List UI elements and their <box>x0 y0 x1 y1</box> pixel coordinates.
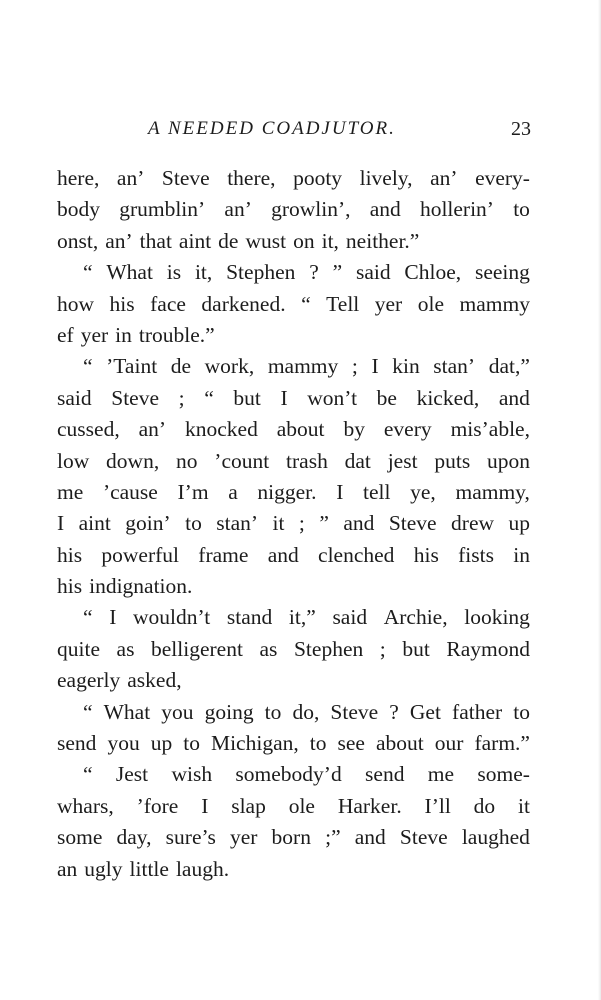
word: neither.” <box>345 228 420 253</box>
text-line <box>57 508 530 539</box>
word: is <box>166 260 182 285</box>
word: little <box>129 856 169 881</box>
text-line <box>57 289 530 320</box>
word: “ <box>83 605 93 630</box>
word: and <box>354 825 386 850</box>
word: do, <box>292 699 320 724</box>
word: Michigan, <box>210 731 299 756</box>
word: farm.” <box>474 731 530 756</box>
word: it <box>518 793 530 818</box>
text-line <box>57 697 530 728</box>
word: some <box>57 825 103 850</box>
word: ? <box>309 260 319 285</box>
word: drew <box>451 511 495 536</box>
word: said <box>332 605 368 630</box>
word: Stephen <box>226 260 296 285</box>
word: fists <box>458 542 494 567</box>
word: an’ <box>430 166 458 190</box>
word: lively, <box>359 166 413 190</box>
word: wish <box>171 762 213 787</box>
word: and <box>267 542 299 567</box>
word: to <box>513 699 530 724</box>
word: “ <box>83 260 93 285</box>
word: as <box>259 636 278 661</box>
word: a <box>228 479 238 504</box>
word: yer <box>374 291 403 316</box>
word: What <box>103 699 151 724</box>
word: by <box>343 417 365 442</box>
word: looking <box>464 605 530 630</box>
word: frame <box>198 542 249 567</box>
word: an’ <box>138 417 167 442</box>
word: Jest <box>115 762 149 787</box>
word: his <box>57 574 83 599</box>
word: ’count <box>214 448 270 473</box>
word: Harker. <box>337 793 402 818</box>
word: I <box>280 385 288 410</box>
word: said <box>355 260 391 285</box>
word: day, <box>116 825 152 850</box>
word: ye, <box>410 479 436 504</box>
word: to <box>309 731 327 756</box>
text-line <box>57 571 530 602</box>
word: “ <box>204 385 214 410</box>
word: work, <box>204 354 255 379</box>
word: won’t <box>307 385 358 410</box>
word: Steve <box>330 699 379 724</box>
word: up <box>508 511 530 536</box>
word: ;” <box>325 825 341 850</box>
text-line <box>57 791 530 822</box>
word: every <box>383 417 432 442</box>
word: seeing <box>474 260 530 285</box>
word: ugly <box>84 856 123 881</box>
word: Tell <box>326 291 360 316</box>
word: about <box>276 417 325 442</box>
chapter-title: A NEEDED COADJUTOR. <box>148 118 396 139</box>
word: onst, <box>57 228 99 253</box>
word: dat <box>344 448 371 473</box>
word: an’ <box>105 228 133 253</box>
word: mammy <box>267 354 339 379</box>
word: said <box>57 385 92 410</box>
word: to <box>264 699 282 724</box>
word: mis’able, <box>450 417 530 442</box>
word: it <box>272 511 285 536</box>
word: send <box>365 762 405 787</box>
text-line <box>57 383 530 414</box>
word: ole <box>288 793 315 818</box>
word: quite <box>57 636 100 661</box>
text-line <box>57 477 530 508</box>
word: do <box>473 793 496 818</box>
word: de <box>170 354 192 379</box>
word: Steve <box>399 825 448 850</box>
word: it, <box>194 260 213 285</box>
word: send <box>57 731 97 756</box>
word: “ <box>83 699 93 724</box>
word: it, <box>321 228 339 253</box>
word: ” <box>319 511 329 536</box>
word: me <box>57 479 84 504</box>
word: me <box>427 762 455 787</box>
text-line <box>57 194 530 225</box>
word: you <box>107 731 140 756</box>
word: laughed <box>461 825 530 850</box>
word: What <box>106 260 153 285</box>
word: mammy, <box>455 479 530 504</box>
word: ef <box>57 322 74 347</box>
word: here, <box>57 166 100 190</box>
text-line <box>57 163 530 194</box>
word: see <box>337 731 365 756</box>
word: ; <box>379 636 386 661</box>
word: face <box>150 291 186 316</box>
word: I’m <box>177 479 209 504</box>
word: down, <box>106 448 160 473</box>
word: Stephen <box>293 636 364 661</box>
word: stan’ <box>433 354 476 379</box>
word: ; <box>351 354 358 379</box>
word: father <box>452 699 503 724</box>
word: our <box>434 731 464 756</box>
word: ’fore <box>136 793 179 818</box>
body-text <box>57 163 530 885</box>
word: Archie, <box>383 605 448 630</box>
word: Chloe, <box>404 260 462 285</box>
word: body <box>57 197 100 222</box>
word: Get <box>409 699 441 724</box>
word: his <box>57 542 83 567</box>
word: darkened. <box>201 291 286 316</box>
word: it,” <box>288 605 316 630</box>
text-line <box>57 320 530 351</box>
word: de <box>218 228 239 253</box>
word: asked, <box>127 668 182 693</box>
word: stand <box>226 605 273 630</box>
word: jest <box>387 448 418 473</box>
word: ’cause <box>102 479 158 504</box>
text-line <box>57 854 530 885</box>
page-number: 23 <box>511 118 531 140</box>
word: his <box>109 291 135 316</box>
word: and <box>369 197 401 222</box>
word: clenched <box>318 542 395 567</box>
word: yer <box>229 825 258 850</box>
word: and <box>498 385 530 410</box>
word: there, <box>227 166 276 190</box>
word: low <box>57 448 90 473</box>
word: on <box>293 228 315 253</box>
word: to <box>513 197 530 222</box>
word: Raymond <box>446 636 530 661</box>
word: up <box>150 731 173 756</box>
word: I <box>371 354 379 379</box>
word: “ <box>83 354 93 379</box>
word: mammy <box>459 291 530 316</box>
word: wust <box>245 228 287 253</box>
word: I <box>109 605 117 630</box>
running-head <box>0 118 601 144</box>
word: his <box>413 542 439 567</box>
word: I <box>201 793 209 818</box>
word: dat,” <box>488 354 530 379</box>
text-line <box>57 634 530 665</box>
word: aint <box>178 228 212 253</box>
word: an’ <box>116 166 145 190</box>
word: hollerin’ <box>419 197 494 222</box>
word: ’Taint <box>106 354 158 379</box>
word: you <box>161 699 194 724</box>
word: powerful <box>101 542 179 567</box>
word: Steve <box>388 511 437 536</box>
word: I <box>57 511 65 536</box>
text-line <box>57 602 530 633</box>
word: wouldn’t <box>133 605 211 630</box>
text-line <box>57 351 530 382</box>
word: belligerent <box>151 636 243 661</box>
word: in <box>513 542 530 567</box>
word: that <box>139 228 172 253</box>
word: knocked <box>185 417 258 442</box>
word: ; <box>178 385 185 410</box>
word: sure’s <box>165 825 216 850</box>
word: to <box>185 511 202 536</box>
word: kicked, <box>416 385 480 410</box>
word: to <box>183 731 200 756</box>
word: how <box>57 291 95 316</box>
text-line <box>57 759 530 790</box>
word: born <box>271 825 311 850</box>
word: pooty <box>293 166 343 190</box>
word: Steve <box>161 166 210 190</box>
word: as <box>116 636 135 661</box>
word: trouble.” <box>138 322 215 347</box>
word: Steve <box>111 385 160 410</box>
word: laugh. <box>175 856 230 881</box>
word: grumblin’ <box>119 197 206 222</box>
word: be <box>376 385 397 410</box>
text-line <box>57 665 530 696</box>
word: nigger. <box>257 479 317 504</box>
text-line <box>57 257 530 288</box>
word: eagerly <box>57 668 121 693</box>
word: but <box>233 385 261 410</box>
word: puts <box>434 448 471 473</box>
word: ” <box>332 260 343 285</box>
word: slap <box>231 793 266 818</box>
word: going <box>204 699 254 724</box>
word: I <box>336 479 344 504</box>
word: but <box>402 636 430 661</box>
word: every- <box>475 166 530 190</box>
word: ? <box>389 699 399 724</box>
word: somebody’d <box>235 762 342 787</box>
word: about <box>375 731 424 756</box>
word: an’ <box>224 197 252 222</box>
text-line <box>57 446 530 477</box>
word: trash <box>286 448 328 473</box>
text-line <box>57 414 530 445</box>
word: I’ll <box>424 793 451 818</box>
word: ole <box>417 291 444 316</box>
text-line <box>57 822 530 853</box>
word: no <box>176 448 198 473</box>
word: kin <box>392 354 420 379</box>
text-line <box>57 226 530 257</box>
word: upon <box>487 448 530 473</box>
word: yer <box>80 322 109 347</box>
word: an <box>57 856 78 881</box>
word: tell <box>363 479 391 504</box>
word: cussed, <box>57 417 120 442</box>
word: goin’ <box>125 511 171 536</box>
word: indignation. <box>89 574 193 599</box>
word: “ <box>83 762 93 787</box>
word: and <box>343 511 375 536</box>
text-line <box>57 728 530 759</box>
word: some- <box>477 762 530 787</box>
word: growlin’, <box>271 197 351 222</box>
text-line <box>57 540 530 571</box>
word: stan’ <box>216 511 259 536</box>
word: in <box>115 322 132 347</box>
word: aint <box>78 511 111 536</box>
word: ; <box>298 511 305 536</box>
word: “ <box>301 291 311 316</box>
word: whars, <box>57 793 114 818</box>
